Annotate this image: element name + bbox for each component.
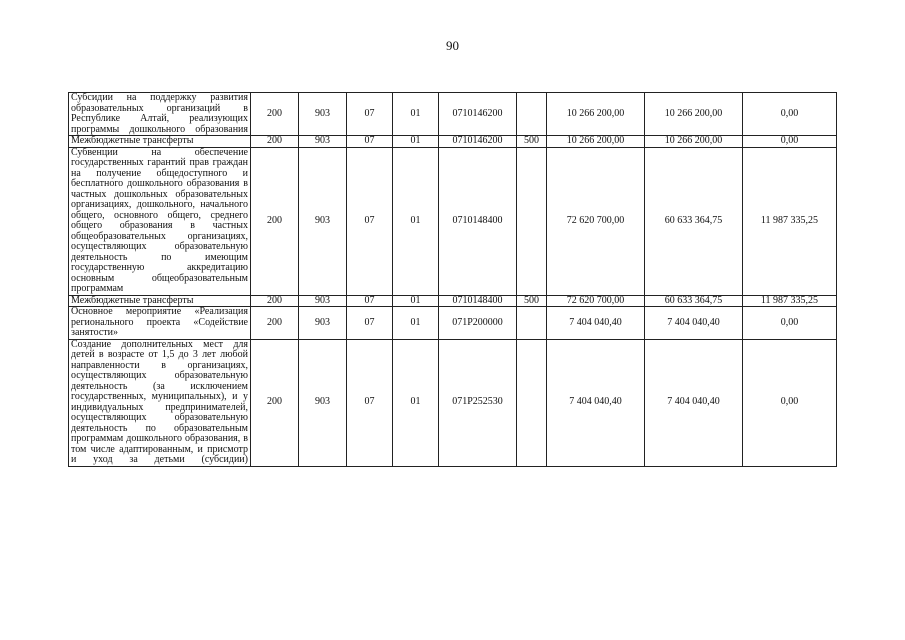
cell-subsection: 01: [393, 307, 439, 340]
row-name: Межбюджетные трансферты: [69, 136, 251, 148]
cell-subsection: 01: [393, 295, 439, 307]
cell-subsection: 01: [393, 93, 439, 136]
cell-code-1: 200: [251, 136, 299, 148]
cell-subsection: 01: [393, 339, 439, 466]
cell-expense-type: [517, 307, 547, 340]
cell-section: 07: [347, 307, 393, 340]
cell-target-article: 0710148400: [439, 295, 517, 307]
cell-subsection: 01: [393, 136, 439, 148]
cell-value-2: 60 633 364,75: [645, 147, 743, 295]
cell-expense-type: 500: [517, 295, 547, 307]
cell-code-1: 200: [251, 307, 299, 340]
cell-code-2: 903: [299, 147, 347, 295]
cell-target-article: 071P200000: [439, 307, 517, 340]
cell-value-3: 0,00: [743, 339, 837, 466]
row-name: Субсидии на поддержку развития образовательных организаций в Республике Алтай, реализующих программы дошкольного образования: [69, 93, 251, 136]
cell-value-1: 7 404 040,40: [547, 307, 645, 340]
cell-value-3: 0,00: [743, 93, 837, 136]
row-name: Основное мероприятие «Реализация регионального проекта «Содействие занятости»: [69, 307, 251, 340]
cell-expense-type: [517, 339, 547, 466]
table-row: [69, 93, 837, 136]
cell-code-2: 903: [299, 93, 347, 136]
cell-code-2: 903: [299, 307, 347, 340]
budget-table: [68, 92, 837, 467]
cell-code-2: 903: [299, 295, 347, 307]
cell-value-3: 0,00: [743, 307, 837, 340]
cell-section: 07: [347, 93, 393, 136]
cell-value-1: 7 404 040,40: [547, 339, 645, 466]
cell-value-2: 7 404 040,40: [645, 307, 743, 340]
cell-value-2: 10 266 200,00: [645, 93, 743, 136]
table-row: [69, 147, 837, 295]
table-row: [69, 136, 837, 148]
cell-target-article: 0710146200: [439, 136, 517, 148]
cell-section: 07: [347, 339, 393, 466]
cell-code-1: 200: [251, 339, 299, 466]
table-row: [69, 295, 837, 307]
cell-target-article: 071P252530: [439, 339, 517, 466]
cell-expense-type: [517, 93, 547, 136]
cell-value-1: 10 266 200,00: [547, 136, 645, 148]
cell-code-2: 903: [299, 136, 347, 148]
table-row: [69, 307, 837, 340]
row-name: Создание дополнительных мест для детей в возрасте от 1,5 до 3 лет любой направленности в организациях, осуществляющих образовательную деятельность (за исключением государственных, муниципальных), и у индивидуальных предпринимателей, осуществляющих образовательную деятельность по образовательным программам дошкольного образования, в том числе адаптированным, и присмотр и уход за детьми (субсидии): [69, 339, 251, 466]
cell-target-article: 0710146200: [439, 93, 517, 136]
cell-value-1: 72 620 700,00: [547, 147, 645, 295]
cell-value-3: 11 987 335,25: [743, 147, 837, 295]
cell-value-2: 10 266 200,00: [645, 136, 743, 148]
cell-section: 07: [347, 147, 393, 295]
table-row: [69, 339, 837, 466]
cell-code-1: 200: [251, 147, 299, 295]
row-name: Субвенции на обеспечение государственных гарантий прав граждан на получение общедоступного и бесплатного дошкольного образования в частных дошкольных образовательных организациях, дошкольного, начального общего, основного общего, среднего общего образования в частных общеобразовательных организациях, осуществляющих образовательную деятельность по имеющим государственную аккредитацию основным общеобразовательным программам: [69, 147, 251, 295]
cell-code-1: 200: [251, 93, 299, 136]
page-number: 90: [446, 38, 459, 53]
cell-target-article: 0710148400: [439, 147, 517, 295]
cell-value-1: 72 620 700,00: [547, 295, 645, 307]
cell-code-1: 200: [251, 295, 299, 307]
cell-value-2: 60 633 364,75: [645, 295, 743, 307]
cell-value-3: 11 987 335,25: [743, 295, 837, 307]
cell-expense-type: [517, 147, 547, 295]
row-name: Межбюджетные трансферты: [69, 295, 251, 307]
cell-section: 07: [347, 295, 393, 307]
cell-code-2: 903: [299, 339, 347, 466]
cell-value-1: 10 266 200,00: [547, 93, 645, 136]
cell-expense-type: 500: [517, 136, 547, 148]
cell-section: 07: [347, 136, 393, 148]
cell-value-2: 7 404 040,40: [645, 339, 743, 466]
cell-subsection: 01: [393, 147, 439, 295]
cell-value-3: 0,00: [743, 136, 837, 148]
